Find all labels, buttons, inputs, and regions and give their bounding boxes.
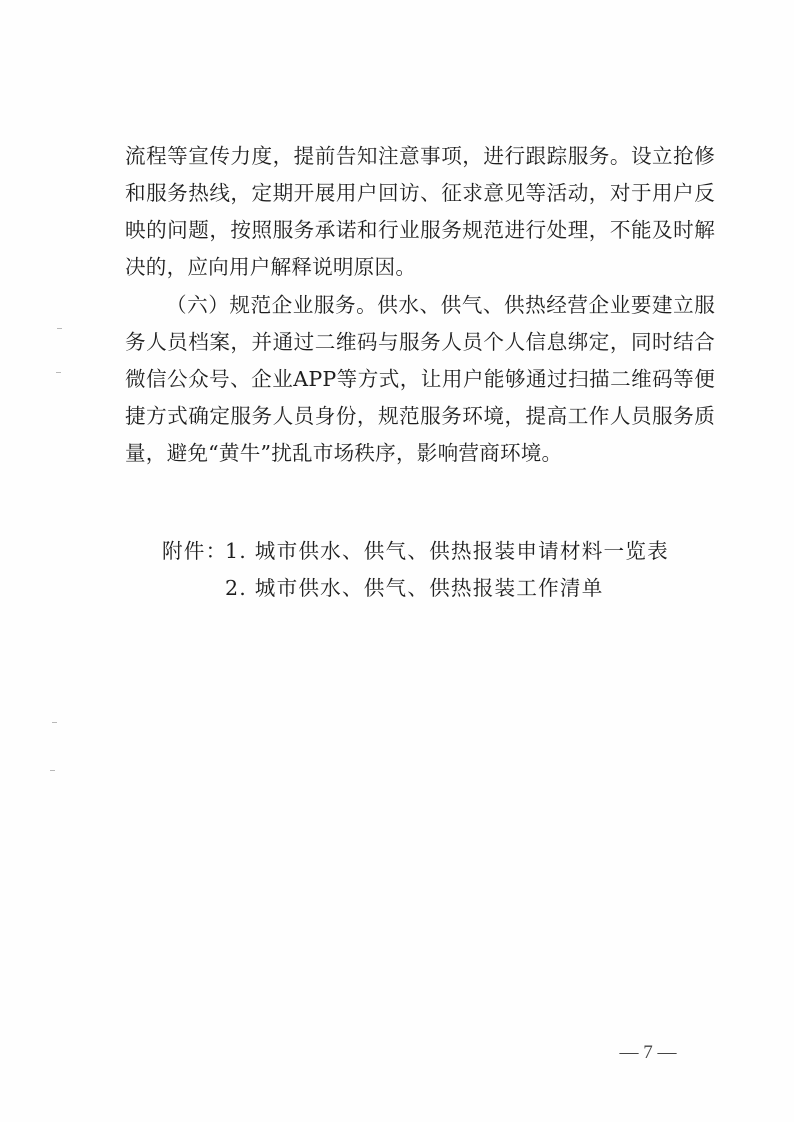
scan-mark bbox=[52, 722, 57, 723]
paragraph-1-line-3: 映的问题，按照服务承诺和行业服务规范进行处理，不能及时解 bbox=[125, 218, 715, 242]
paragraph-2-line-3: 微信公众号、企业APP等方式，让用户能够通过扫描二维码等便 bbox=[125, 367, 715, 391]
paragraph-1-line-2: 和服务热线，定期开展用户回访、征求意见等活动，对于用户反 bbox=[125, 181, 715, 205]
attachments-label: 附件： bbox=[162, 539, 228, 563]
paragraph-2-line-2: 务人员档案，并通过二维码与服务人员个人信息绑定，同时结合 bbox=[125, 330, 715, 354]
scan-mark bbox=[57, 328, 62, 329]
paragraph-1-line-1: 流程等宣传力度，提前告知注意事项，进行跟踪服务。设立抢修 bbox=[125, 144, 715, 168]
scan-mark bbox=[56, 372, 61, 373]
scan-mark bbox=[50, 770, 55, 771]
page-number: — 7 — bbox=[619, 1042, 677, 1063]
paragraph-2-line-1: （六）规范企业服务。供水、供气、供热经营企业要建立服 bbox=[166, 293, 715, 317]
paragraph-2-line-4: 捷方式确定服务人员身份，规范服务环境，提高工作人员服务质 bbox=[125, 404, 715, 428]
paragraph-2-line-5: 量，避免“黄牛”扰乱市场秩序，影响营商环境。 bbox=[125, 441, 563, 465]
attachment-item-1: 1. 城市供水、供气、供热报装申请材料一览表 bbox=[225, 539, 669, 563]
attachment-item-2: 2. 城市供水、供气、供热报装工作清单 bbox=[225, 576, 604, 600]
paragraph-1-line-4: 决的，应向用户解释说明原因。 bbox=[125, 255, 417, 279]
